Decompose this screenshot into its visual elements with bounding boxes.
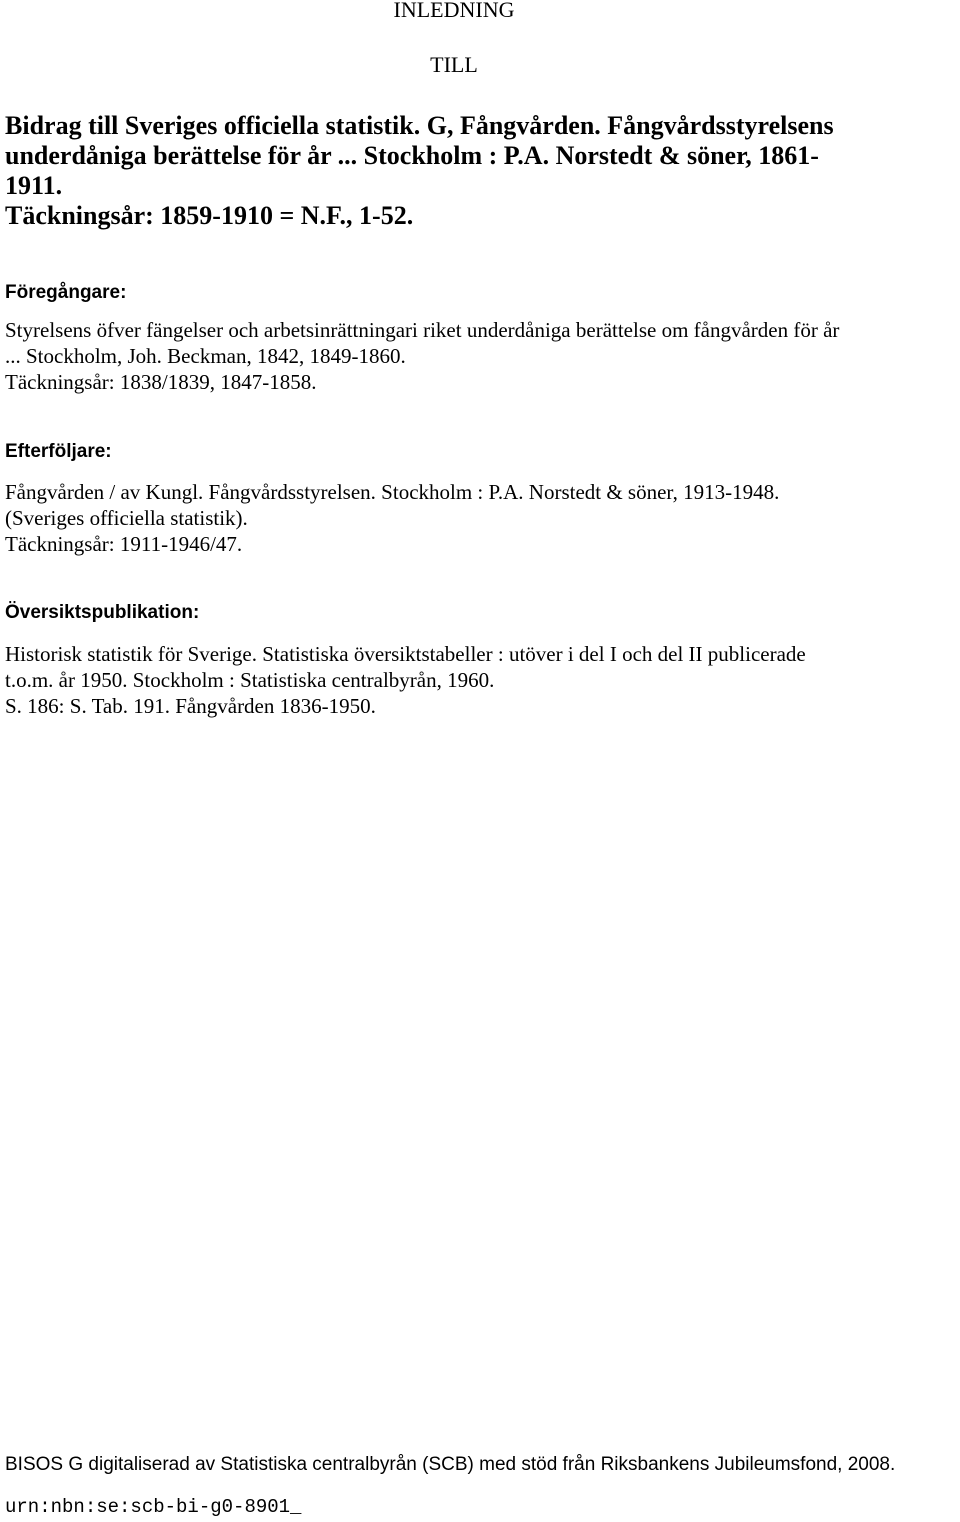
oversikt-line: t.o.m. år 1950. Stockholm : Statistiska centralbyrån, 1960. bbox=[5, 668, 495, 692]
title-line: Bidrag till Sveriges officiella statistik. G, Fångvården. Fångvårdsstyrelsens bbox=[5, 111, 834, 140]
oversikt-line: Historisk statistik för Sverige. Statistiska översiktstabeller : utöver i del I och del II publicerade bbox=[5, 642, 806, 666]
foregangare-line: ... Stockholm, Joh. Beckman, 1842, 1849-1860. bbox=[5, 344, 406, 368]
title-line: underdåniga berättelse för år ... Stockholm : P.A. Norstedt & söner, 1861- bbox=[5, 141, 819, 170]
efterfoljare-line: Täckningsår: 1911-1946/47. bbox=[5, 532, 243, 556]
till-heading: TILL bbox=[430, 52, 478, 77]
intro-heading: INLEDNING bbox=[393, 0, 515, 22]
document-title bbox=[5, 111, 955, 231]
footer-credit: BISOS G digitaliserad av Statistiska centralbyrån (SCB) med stöd från Riksbankens Jubileumsfond, 2008. bbox=[5, 1454, 896, 1475]
efterfoljare-line: (Sveriges officiella statistik). bbox=[5, 506, 248, 530]
efterfoljare-line: Fångvården / av Kungl. Fångvårdsstyrelsen. Stockholm : P.A. Norstedt & söner, 1913-1948. bbox=[5, 480, 780, 504]
foregangare-body bbox=[5, 317, 960, 395]
oversikt-body bbox=[5, 641, 960, 719]
efterfoljare-body bbox=[5, 479, 960, 557]
title-line: Täckningsår: 1859-1910 = N.F., 1-52. bbox=[5, 201, 414, 230]
oversikt-line: S. 186: S. Tab. 191. Fångvården 1836-1950. bbox=[5, 694, 376, 718]
oversikt-heading: Översiktspublikation: bbox=[5, 602, 200, 623]
efterfoljare-heading: Efterföljare: bbox=[5, 441, 112, 462]
foregangare-heading: Föregångare: bbox=[5, 282, 127, 303]
title-line: 1911. bbox=[5, 171, 63, 200]
foregangare-line: Täckningsår: 1838/1839, 1847-1858. bbox=[5, 370, 317, 394]
urn-identifier: urn:nbn:se:scb-bi-g0-8901_ bbox=[5, 1496, 302, 1518]
foregangare-line: Styrelsens öfver fängelser och arbetsinrättningari riket underdåniga berättelse om fångvården för år bbox=[5, 318, 840, 342]
